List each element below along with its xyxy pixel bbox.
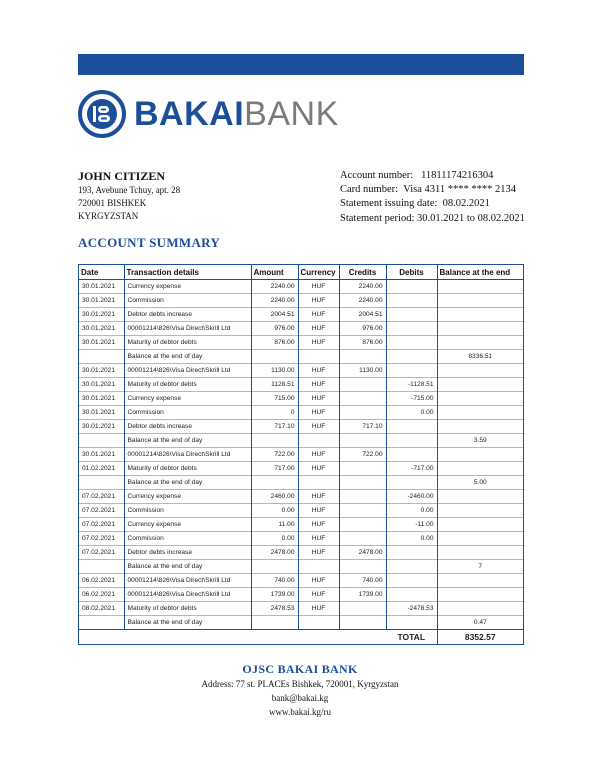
cell-debits (386, 448, 437, 462)
cell-details: 00001214\826\Visa Direct\Skrill Ltd (124, 322, 251, 336)
cell-currency (298, 560, 339, 574)
header-balance: Balance at the end (437, 265, 523, 280)
cell-amount: 976.00 (251, 322, 298, 336)
cell-amount: 2240.00 (251, 294, 298, 308)
cell-date: 30.01.2021 (79, 294, 124, 308)
cell-balance (437, 588, 523, 602)
table-row (79, 574, 523, 588)
cell-date: 30.01.2021 (79, 280, 124, 294)
cell-debits: -1128.51 (386, 378, 437, 392)
table-row (79, 602, 523, 616)
cell-debits: -11.00 (386, 518, 437, 532)
cell-credits: 1739.00 (339, 588, 386, 602)
statement-period-line (340, 212, 525, 226)
cell-currency: HUF (298, 546, 339, 560)
cell-amount: 0.00 (251, 504, 298, 518)
cell-debits (386, 420, 437, 434)
header-date: Date (79, 265, 124, 280)
table-row (79, 518, 523, 532)
cell-currency: HUF (298, 294, 339, 308)
account-info-block (340, 169, 525, 226)
card-number-line (340, 183, 525, 197)
bank-logo (78, 90, 339, 138)
header-bar (78, 54, 524, 75)
cell-amount: 876.00 (251, 336, 298, 350)
cell-balance (437, 364, 523, 378)
cell-currency: HUF (298, 406, 339, 420)
cell-details: Currency expense (124, 518, 251, 532)
cell-debits: -2460.00 (386, 490, 437, 504)
table-header-row (79, 265, 523, 280)
cell-date: 30.01.2021 (79, 364, 124, 378)
account-number-label: Account number: (340, 170, 414, 181)
cell-date (79, 434, 124, 448)
customer-block (78, 168, 180, 223)
cell-credits (339, 518, 386, 532)
cell-balance (437, 336, 523, 350)
cell-amount: 2240.00 (251, 280, 298, 294)
cell-debits (386, 322, 437, 336)
header-debits: Debits (386, 265, 437, 280)
cell-amount: 740.00 (251, 574, 298, 588)
customer-name: JOHN CITIZEN (78, 169, 166, 183)
cell-date (79, 350, 124, 364)
statement-period-value: 30.01.2021 to 08.02.2021 (416, 212, 525, 224)
cell-currency: HUF (298, 322, 339, 336)
cell-debits: 0.00 (386, 532, 437, 546)
cell-debits (386, 476, 437, 490)
cell-details: 00001214\826\Visa Direct\Skrill Ltd (124, 588, 251, 602)
cell-amount: 2004.51 (251, 308, 298, 322)
cell-balance (437, 490, 523, 504)
cell-amount (251, 616, 298, 630)
header-currency: Currency (298, 265, 339, 280)
header-credits: Credits (339, 265, 386, 280)
cell-details: Maturity of debtor debts (124, 336, 251, 350)
cell-currency (298, 616, 339, 630)
cell-credits (339, 532, 386, 546)
account-summary-title: ACCOUNT SUMMARY (78, 235, 221, 250)
cell-currency: HUF (298, 518, 339, 532)
table-row (79, 588, 523, 602)
cell-date: 30.01.2021 (79, 392, 124, 406)
footer-address: Address: 77 st. PLACEs Bishkek, 720001, Kyrgyzstan (201, 679, 399, 689)
cell-credits: 2004.51 (339, 308, 386, 322)
cell-currency: HUF (298, 336, 339, 350)
table-row (79, 476, 523, 490)
cell-amount: 0.00 (251, 532, 298, 546)
cell-date: 30.01.2021 (79, 448, 124, 462)
cell-details: Commission (124, 504, 251, 518)
cell-debits (386, 336, 437, 350)
cell-balance (437, 602, 523, 616)
account-number-line (340, 169, 525, 183)
table-row (79, 280, 523, 294)
cell-balance (437, 280, 523, 294)
cell-balance (437, 308, 523, 322)
cell-credits (339, 504, 386, 518)
cell-amount: 715.00 (251, 392, 298, 406)
table-row (79, 532, 523, 546)
issue-date-line (340, 197, 525, 211)
table-row (79, 504, 523, 518)
cell-details: Maturity of debtor debts (124, 378, 251, 392)
cell-balance: 7 (478, 563, 483, 570)
cell-currency: HUF (298, 420, 339, 434)
table-row (79, 448, 523, 462)
cell-amount: 1130.00 (251, 364, 298, 378)
cell-credits: 2240.00 (339, 280, 386, 294)
cell-balance (437, 546, 523, 560)
cell-debits: -2478.53 (386, 602, 437, 616)
wordmark-bold: BAKAI (134, 95, 245, 133)
transactions-table (78, 264, 524, 645)
cell-balance (437, 532, 523, 546)
cell-balance (437, 574, 523, 588)
cell-date: 30.01.2021 (79, 336, 124, 350)
cell-currency (298, 434, 339, 448)
cell-date: 30.01.2021 (79, 378, 124, 392)
table-row (79, 350, 523, 364)
cell-date: 07.02.2021 (79, 504, 124, 518)
cell-details: Commission (124, 406, 251, 420)
cell-amount: 722.00 (251, 448, 298, 462)
table-row (79, 616, 523, 630)
cell-currency (298, 350, 339, 364)
total-value: 8352.57 (437, 630, 523, 645)
cell-date: 07.02.2021 (79, 546, 124, 560)
cell-amount (251, 350, 298, 364)
cell-details: 00001214\826\Visa Direct\Skrill Ltd (124, 574, 251, 588)
cell-debits (386, 280, 437, 294)
cell-currency (298, 476, 339, 490)
total-row (79, 630, 523, 645)
cell-balance (437, 462, 523, 476)
cell-details: Maturity of debtor debts (124, 462, 251, 476)
table-row (79, 406, 523, 420)
account-number-value: 11811174216304 (421, 170, 494, 181)
table-row (79, 322, 523, 336)
cell-balance (437, 406, 523, 420)
cell-details: 00001214\826\Visa Direct\Skrill Ltd (124, 364, 251, 378)
cell-credits (339, 476, 386, 490)
cell-currency: HUF (298, 308, 339, 322)
table-row (79, 308, 523, 322)
cell-credits: 2240.00 (339, 294, 386, 308)
cell-balance (437, 294, 523, 308)
footer (0, 661, 600, 719)
cell-credits: 717.10 (339, 420, 386, 434)
cell-amount (251, 560, 298, 574)
table-row (79, 294, 523, 308)
cell-date: 06.02.2021 (79, 588, 124, 602)
cell-credits: 876.00 (339, 336, 386, 350)
cell-date: 08.02.2021 (79, 602, 124, 616)
cell-balance (437, 504, 523, 518)
cell-debits (386, 350, 437, 364)
cell-amount: 2478.00 (251, 546, 298, 560)
cell-amount (251, 434, 298, 448)
cell-balance (437, 518, 523, 532)
cell-balance: 8336.51 (468, 353, 493, 360)
cell-debits: 0.00 (386, 406, 437, 420)
cell-amount: 2460.00 (251, 490, 298, 504)
table-row (79, 560, 523, 574)
cell-date: 30.01.2021 (79, 420, 124, 434)
cell-debits (386, 294, 437, 308)
cell-amount: 2478.53 (251, 602, 298, 616)
table-body (79, 280, 523, 630)
customer-address-line2: 720001 BISHKEK (78, 198, 147, 208)
cell-date (79, 560, 124, 574)
cell-currency: HUF (298, 462, 339, 476)
cell-details: Balance at the end of day (124, 350, 251, 364)
cell-debits (386, 308, 437, 322)
customer-address-line1: 193, Avebune Tchuy, apt. 28 (78, 185, 181, 195)
table-row (79, 420, 523, 434)
cell-amount: 1739.00 (251, 588, 298, 602)
cell-details: 00001214\826\Visa Direct\Skrill Ltd (124, 448, 251, 462)
cell-credits: 740.00 (339, 574, 386, 588)
cell-credits (339, 560, 386, 574)
card-number-label: Card number: (340, 184, 399, 196)
cell-credits: 976.00 (339, 322, 386, 336)
cell-currency: HUF (298, 504, 339, 518)
cell-credits: 2478.00 (339, 546, 386, 560)
cell-amount: 717.10 (251, 420, 298, 434)
issue-date-value: 08.02.2021 (442, 198, 490, 210)
footer-website: www.bakai.kg/ru (269, 707, 331, 717)
cell-currency: HUF (298, 378, 339, 392)
footer-email: bank@bakai.kg (271, 693, 329, 703)
cell-credits (339, 616, 386, 630)
cell-details: Currency expense (124, 280, 251, 294)
cell-date: 07.02.2021 (79, 532, 124, 546)
cell-credits (339, 406, 386, 420)
cell-credits (339, 602, 386, 616)
cell-details: Debtor debts increase (124, 308, 251, 322)
cell-balance (437, 420, 523, 434)
cell-details: Currency expense (124, 490, 251, 504)
cell-details: Balance at the end of day (124, 434, 251, 448)
cell-details: Currency expense (124, 392, 251, 406)
cell-credits (339, 490, 386, 504)
table-row (79, 378, 523, 392)
cell-debits: 0.00 (386, 504, 437, 518)
bank-wordmark (134, 97, 339, 131)
table-row (79, 364, 523, 378)
cell-details: Balance at the end of day (124, 616, 251, 630)
cell-credits (339, 462, 386, 476)
cell-balance (437, 322, 523, 336)
cell-date (79, 476, 124, 490)
cell-currency: HUF (298, 448, 339, 462)
cell-debits (386, 574, 437, 588)
cell-balance (437, 392, 523, 406)
cell-date: 07.02.2021 (79, 490, 124, 504)
customer-address-line3: KYRGYZSTAN (78, 211, 139, 221)
cell-balance: 3.59 (473, 437, 487, 444)
cell-amount (251, 476, 298, 490)
cell-balance: 5.00 (473, 479, 487, 486)
cell-date: 30.01.2021 (79, 308, 124, 322)
cell-debits (386, 616, 437, 630)
table-row (79, 462, 523, 476)
card-number-value: Visa 4311 **** **** 2134 (403, 184, 517, 196)
header-amount: Amount (251, 265, 298, 280)
cell-credits: 1130.00 (339, 364, 386, 378)
cell-amount: 0 (251, 406, 298, 420)
cell-currency: HUF (298, 364, 339, 378)
wordmark-light: BANK (244, 95, 339, 133)
cell-date: 06.02.2021 (79, 574, 124, 588)
total-label: TOTAL (386, 630, 437, 645)
cell-currency: HUF (298, 280, 339, 294)
issue-date-label: Statement issuing date: (340, 198, 438, 210)
cell-debits: -715.00 (386, 392, 437, 406)
cell-currency: HUF (298, 602, 339, 616)
bakai-logo-icon (78, 90, 126, 138)
cell-amount: 1128.51 (251, 378, 298, 392)
statement-period-label: Statement period: (340, 212, 415, 224)
table-row (79, 546, 523, 560)
cell-credits: 722.00 (339, 448, 386, 462)
cell-date: 30.01.2021 (79, 322, 124, 336)
cell-currency: HUF (298, 588, 339, 602)
total-spacer (79, 630, 386, 645)
table-row (79, 336, 523, 350)
cell-currency: HUF (298, 490, 339, 504)
cell-amount: 11.00 (251, 518, 298, 532)
cell-debits (386, 560, 437, 574)
footer-company-name: OJSC BAKAI BANK (242, 662, 358, 676)
table-row (79, 490, 523, 504)
cell-details: Balance at the end of day (124, 476, 251, 490)
cell-balance (437, 448, 523, 462)
table-row (79, 392, 523, 406)
cell-credits (339, 378, 386, 392)
cell-details: Balance at the end of day (124, 560, 251, 574)
cell-debits (386, 434, 437, 448)
cell-details: Debtor debts increase (124, 420, 251, 434)
cell-currency: HUF (298, 392, 339, 406)
cell-debits: -717.00 (386, 462, 437, 476)
cell-amount: 717.00 (251, 462, 298, 476)
table-row (79, 434, 523, 448)
cell-balance: 0.47 (473, 619, 487, 626)
cell-details: Debtor debts increase (124, 546, 251, 560)
cell-details: Maturity of debtor debts (124, 602, 251, 616)
cell-credits (339, 434, 386, 448)
cell-debits (386, 364, 437, 378)
cell-currency: HUF (298, 532, 339, 546)
cell-debits (386, 588, 437, 602)
cell-credits (339, 392, 386, 406)
cell-debits (386, 546, 437, 560)
cell-date (79, 616, 124, 630)
cell-details: Commission (124, 532, 251, 546)
cell-currency: HUF (298, 574, 339, 588)
cell-date: 01.02.2021 (79, 462, 124, 476)
cell-credits (339, 350, 386, 364)
header-transaction-details: Transaction details (124, 265, 251, 280)
cell-date: 07.02.2021 (79, 518, 124, 532)
cell-date: 30.01.2021 (79, 406, 124, 420)
cell-balance (437, 378, 523, 392)
cell-details: Commission (124, 294, 251, 308)
